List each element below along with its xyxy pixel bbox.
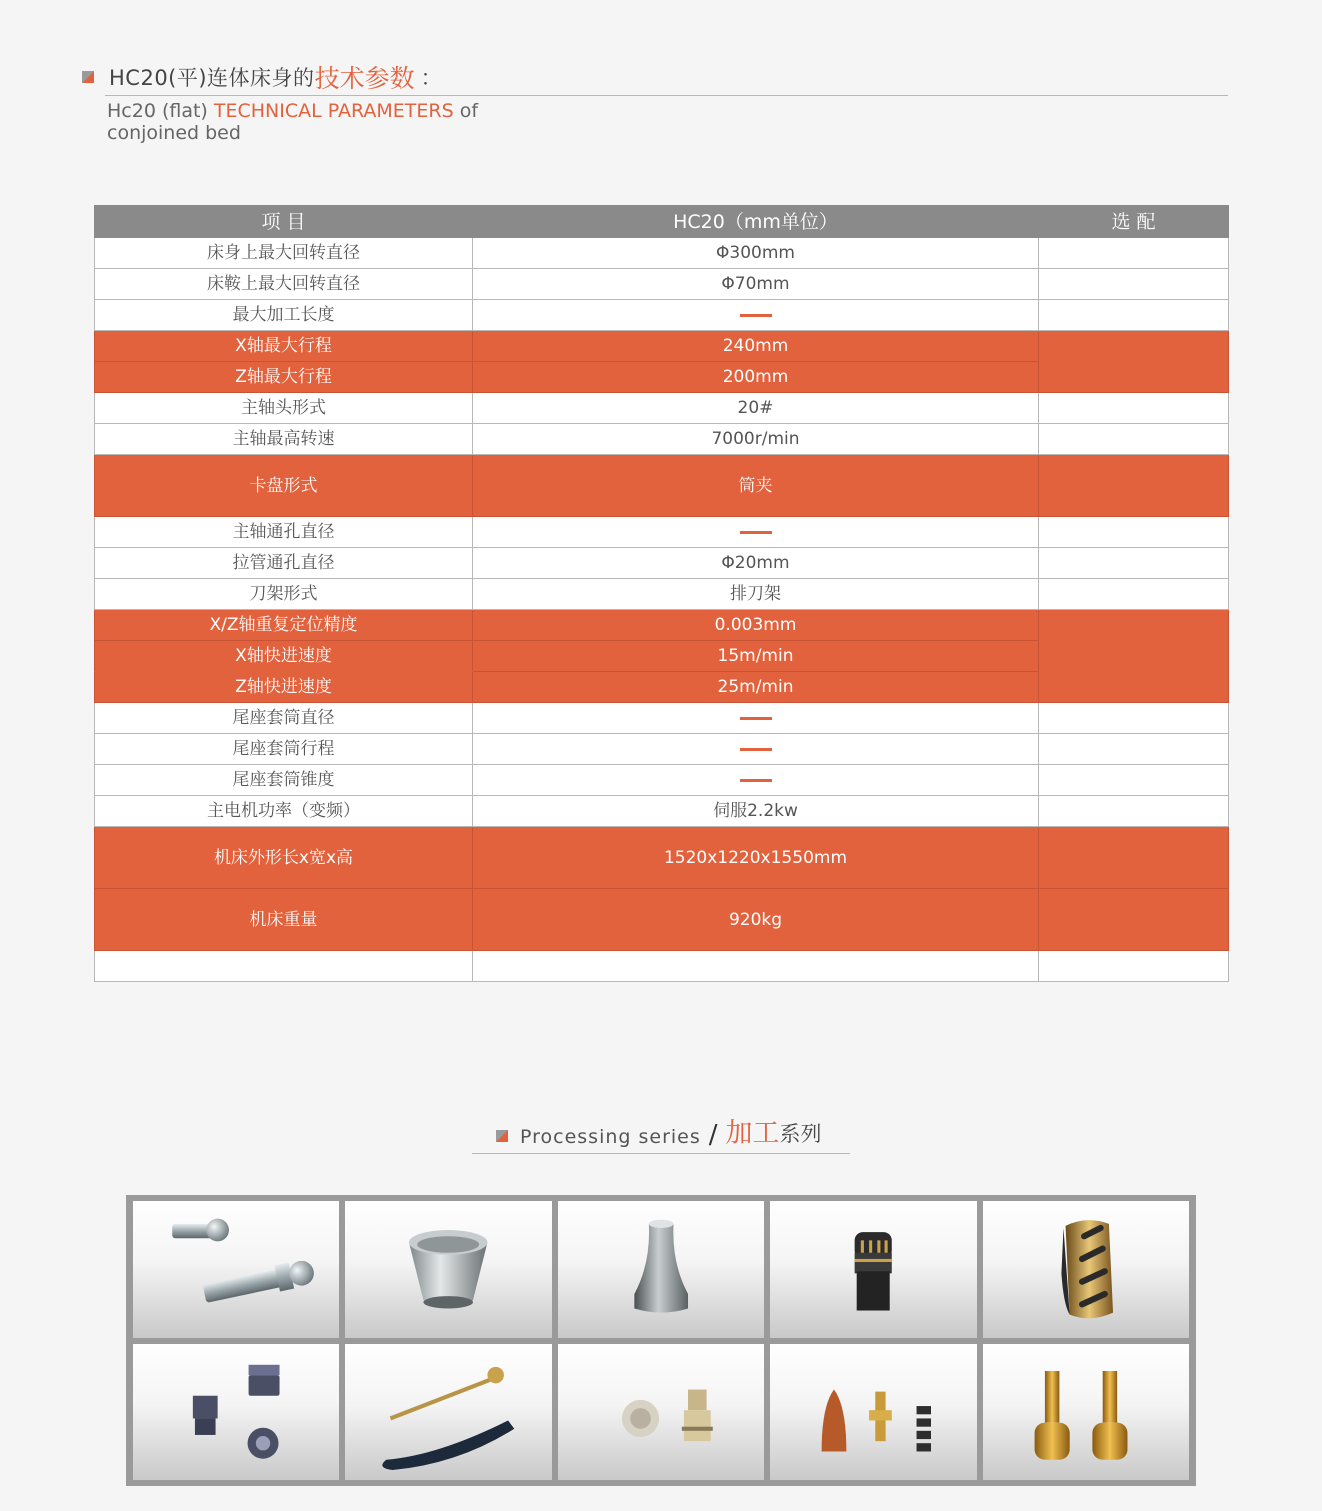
row-item: 尾座套筒锥度: [95, 765, 473, 796]
product-image-ring: [983, 1201, 1189, 1338]
row-option: [1039, 517, 1229, 548]
row-value: 920kg: [473, 889, 1039, 951]
section-marker-icon: [82, 71, 94, 83]
row-item: X/Z轴重复定位精度: [95, 610, 473, 641]
table-row: [95, 765, 1229, 796]
row-item: 卡盘形式: [95, 455, 473, 517]
row-item: 主轴最高转速: [95, 424, 473, 455]
row-value: [473, 951, 1039, 982]
row-option: [1039, 238, 1229, 269]
table-row-empty: [95, 951, 1229, 982]
row-option: [1039, 889, 1229, 951]
row-option: [1039, 827, 1229, 889]
dash-mark: [740, 779, 772, 782]
product-image-cone: [558, 1201, 764, 1338]
col-header-value: HC20（mm单位）: [473, 206, 1039, 238]
row-item: 主电机功率（变频）: [95, 796, 473, 827]
product-image-brass-screws: [983, 1344, 1189, 1481]
row-value: 15m/min: [473, 641, 1039, 672]
processing-divider: [472, 1153, 850, 1154]
dash-mark: [740, 531, 772, 534]
title-colon: ：: [420, 66, 442, 90]
ball-shaft-illustration: [133, 1201, 339, 1338]
col-header-option: 选 配: [1039, 206, 1229, 238]
row-option: [1039, 548, 1229, 579]
nozzles-illustration: [558, 1344, 764, 1481]
row-option: [1039, 393, 1229, 424]
processing-title-cn-highlight: 加工: [725, 1118, 780, 1149]
table-row: [95, 796, 1229, 827]
row-value: Φ300mm: [473, 238, 1039, 269]
section-header: [80, 58, 1228, 144]
table-row-highlight: [95, 889, 1229, 951]
table-row: [95, 238, 1229, 269]
row-value: 200mm: [473, 362, 1039, 393]
table-row-highlight: [95, 455, 1229, 517]
bowl-illustration: [345, 1201, 551, 1338]
row-item: 主轴通孔直径: [95, 517, 473, 548]
row-item: 机床重量: [95, 889, 473, 951]
product-image-pen: [345, 1344, 551, 1481]
row-value: Φ20mm: [473, 548, 1039, 579]
row-item: Z轴快进速度: [95, 672, 473, 703]
table-row-highlight: [95, 610, 1229, 641]
product-image-small-parts: [770, 1344, 976, 1481]
row-option: [1039, 703, 1229, 734]
row-value: 排刀架: [473, 579, 1039, 610]
small-parts-illustration: [770, 1344, 976, 1481]
row-value: 7000r/min: [473, 424, 1039, 455]
row-item: 主轴头形式: [95, 393, 473, 424]
brass-screws-illustration: [983, 1344, 1189, 1481]
row-option: [1039, 455, 1229, 517]
row-option: [1039, 300, 1229, 331]
row-item: [95, 951, 473, 982]
row-value: 240mm: [473, 331, 1039, 362]
row-item: X轴快进速度: [95, 641, 473, 672]
row-option: [1039, 269, 1229, 300]
product-image-fittings: [133, 1344, 339, 1481]
ring-illustration: [983, 1201, 1189, 1338]
dash-mark: [740, 748, 772, 751]
table-row: [95, 548, 1229, 579]
row-option: [1039, 424, 1229, 455]
row-item: X轴最大行程: [95, 331, 473, 362]
row-item: 拉管通孔直径: [95, 548, 473, 579]
cone-illustration: [558, 1201, 764, 1338]
table-row: [95, 393, 1229, 424]
knob-illustration: [770, 1201, 976, 1338]
table-row: [95, 269, 1229, 300]
table-row-highlight: [95, 331, 1229, 362]
row-item: 刀架形式: [95, 579, 473, 610]
row-item: 最大加工长度: [95, 300, 473, 331]
title-en: Hc20 (flat) TECHNICAL PARAMETERS of conjoined bed: [107, 100, 479, 144]
row-value: [473, 734, 1039, 765]
col-header-item: 项 目: [95, 206, 473, 238]
title-cn-highlight: 技术参数: [314, 64, 415, 93]
row-value: 20#: [473, 393, 1039, 424]
row-option: [1039, 331, 1229, 393]
row-value: 伺服2.2kw: [473, 796, 1039, 827]
spec-table: [94, 205, 1229, 982]
row-value: 0.003mm: [473, 610, 1039, 641]
processing-slash: /: [708, 1120, 718, 1150]
row-item: Z轴最大行程: [95, 362, 473, 393]
row-option: [1039, 951, 1229, 982]
row-item: 床身上最大回转直径: [95, 238, 473, 269]
pen-illustration: [345, 1344, 551, 1481]
table-row: [95, 734, 1229, 765]
row-value: [473, 703, 1039, 734]
dash-mark: [740, 314, 772, 317]
processing-series-header: [472, 1116, 850, 1154]
row-value: 25m/min: [473, 672, 1039, 703]
table-row-highlight: [95, 827, 1229, 889]
table-header-row: [95, 206, 1229, 238]
row-option: [1039, 734, 1229, 765]
table-row: [95, 703, 1229, 734]
row-item: 床鞍上最大回转直径: [95, 269, 473, 300]
table-row: [95, 300, 1229, 331]
processing-title-en: Processing series: [520, 1126, 701, 1148]
table-row: [95, 517, 1229, 548]
table-row: [95, 579, 1229, 610]
product-gallery: [126, 1195, 1196, 1486]
row-option: [1039, 765, 1229, 796]
row-value: [473, 765, 1039, 796]
header-divider: [105, 95, 1228, 96]
table-row: [95, 424, 1229, 455]
product-image-bowl: [345, 1201, 551, 1338]
row-value: 筒夹: [473, 455, 1039, 517]
row-option: [1039, 796, 1229, 827]
fittings-illustration: [133, 1344, 339, 1481]
dash-mark: [740, 717, 772, 720]
product-image-ball-shaft: [133, 1201, 339, 1338]
row-option: [1039, 610, 1229, 703]
row-item: 尾座套筒直径: [95, 703, 473, 734]
row-value: 1520x1220x1550mm: [473, 827, 1039, 889]
product-image-nozzles: [558, 1344, 764, 1481]
section-marker-icon: [496, 1130, 508, 1142]
product-image-knob: [770, 1201, 976, 1338]
processing-title-cn: 系列: [779, 1122, 822, 1146]
row-value: [473, 517, 1039, 548]
row-value: Φ70mm: [473, 269, 1039, 300]
title-cn: HC20(平)连体床身的: [109, 66, 315, 90]
title-en-highlight: TECHNICAL PARAMETERS: [213, 100, 454, 122]
row-item: 机床外形长x宽x高: [95, 827, 473, 889]
row-value: [473, 300, 1039, 331]
row-option: [1039, 579, 1229, 610]
row-item: 尾座套筒行程: [95, 734, 473, 765]
